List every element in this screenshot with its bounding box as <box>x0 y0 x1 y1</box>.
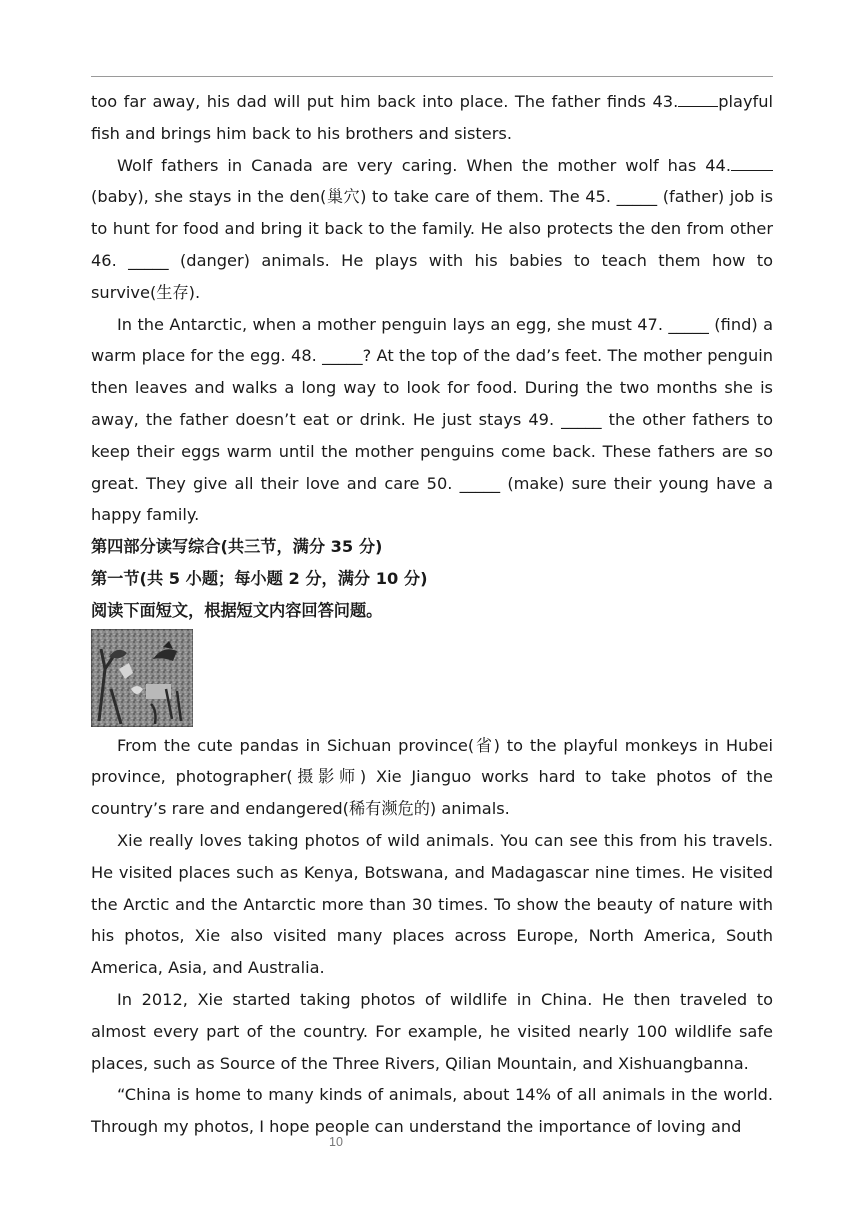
section1-heading: 第一节(共 5 小题；每小题 2 分，满分 10 分) <box>91 568 428 588</box>
cloze-paragraph-3 <box>91 309 773 532</box>
header-rule <box>91 76 773 77</box>
text-span: too far away, his dad will put him back into place. The father finds 43. <box>91 92 679 111</box>
instruction-heading: 阅读下面短文，根据短文内容回答问题。 <box>91 600 383 620</box>
text-span: Wolf fathers in Canada are very caring. When the mother wolf has 44. <box>117 155 731 175</box>
text-span: (father) job is to hunt for food and bring it back to the family. He also protects the den from other 46. <box>91 187 773 270</box>
text-span: (baby), she stays in the den(巢穴) to take care of them. The 45. <box>91 187 617 207</box>
blank-45[interactable]: _____ <box>616 187 658 207</box>
reading-paragraph-3: In 2012, Xie started taking photos of wildlife in China. He then traveled to almost every part of the country. For example, he visited nearly 100 wildlife safe places, such as Source of the Three Rivers, Qilian Mountain, and Xishuangbanna. <box>91 989 773 1073</box>
blank-48[interactable]: _____ <box>322 346 363 366</box>
page-content <box>91 86 773 1143</box>
reading-paragraph-4: “China is home to many kinds of animals, about 14% of all animals in the world. Through my photos, I hope people can understand the importance of loving and <box>91 1085 773 1137</box>
cloze-paragraph-1 <box>91 86 773 150</box>
reading-paragraph-1: From the cute pandas in Sichuan province(省) to the playful monkeys in Hubei province, photographer(摄影师) Xie Jianguo works hard to take photos of the country’s rare and endangered(稀有濒危的) animals. <box>91 735 773 819</box>
text-span: (danger) animals. He plays with his babies to teach them how to survive(生存). <box>91 250 773 302</box>
reading-paragraph-2: Xie really loves taking photos of wild animals. You can see this from his travels. He visited places such as Kenya, Botswana, and Madagascar nine times. He visited the Arctic and the Antarctic more than 30 times. To show the beauty of nature with his photos, Xie also visited many places across Europe, North America, South America, Asia, and Australia. <box>91 830 773 978</box>
blank-47[interactable]: _____ <box>668 314 709 334</box>
text-span: ? At the top of the dad’s feet. The mother penguin then leaves and walks a long way to look for food. During the two months she is away, the father doesn’t eat or drink. He just stays 49. <box>91 346 773 429</box>
blank-46[interactable]: _____ <box>128 250 169 270</box>
text-span: playful fish and brings him back to his brothers and sisters. <box>91 92 773 143</box>
blank-49[interactable]: _____ <box>561 409 602 429</box>
text-span: In the Antarctic, when a mother penguin lays an egg, she must 47. <box>117 314 669 334</box>
text-span: (find) a warm place for the egg. 48. <box>91 314 773 366</box>
blank-43[interactable] <box>678 91 718 107</box>
blank-50[interactable]: _____ <box>459 473 501 493</box>
part4-heading: 第四部分读写综合(共三节，满分 35 分) <box>91 537 383 557</box>
text-span: (make) sure their young have a happy family. <box>91 473 773 525</box>
wildlife-photo <box>91 629 193 727</box>
blank-44[interactable] <box>731 155 773 171</box>
text-span: the other fathers to keep their eggs warm until the mother penguins come back. These fathers are so great. They give all their love and care 50. <box>91 409 773 493</box>
cloze-paragraph-2 <box>91 150 773 309</box>
page-number: 10 <box>329 1135 343 1149</box>
